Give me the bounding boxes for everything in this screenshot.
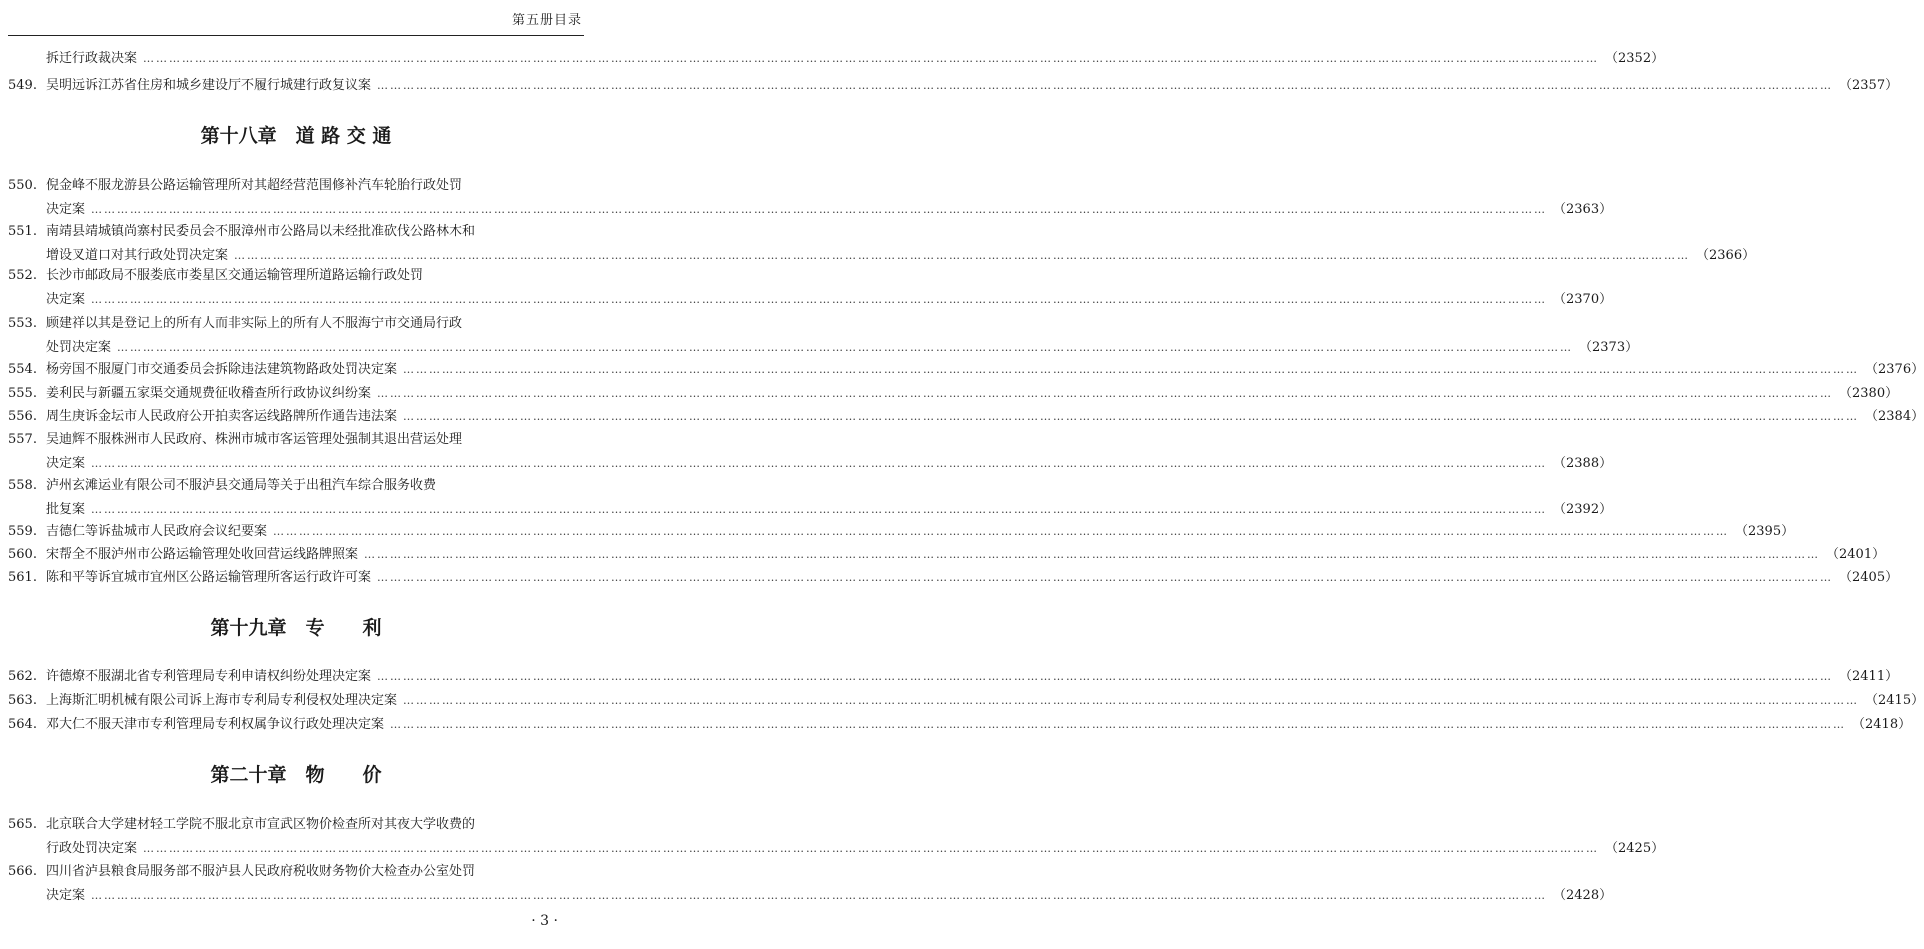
entry-number: 552. (8, 268, 37, 283)
toc-entry[interactable] (0, 358, 1924, 382)
entry-title: 四川省泸县粮食局服务部不服泸县人民政府税收财务物价大检查办公室处罚 (46, 864, 476, 879)
entry-title-cont: 决定案 (46, 888, 86, 903)
entry-title: 南靖县靖城镇尚寨村民委员会不服漳州市公路局以未经批准砍伐公路林木和 (46, 224, 476, 239)
entry-title: 上海斯汇明机械有限公司诉上海市专利局专利侵权处理决定案 (46, 693, 398, 708)
entry-title: 长沙市邮政局不服娄底市娄星区交通运输管理所道路运输行政处罚 (46, 268, 424, 283)
chapter-heading: 第十八章 道 路 交 通 (200, 125, 392, 147)
entry-number: 557. (8, 432, 37, 447)
toc-entry[interactable] (0, 665, 1899, 689)
entry-title: 顾建祥以其是登记上的所有人而非实际上的所有人不服海宁市交通局行政 (46, 316, 463, 331)
entry-number: 556. (8, 409, 37, 424)
toc-entry[interactable] (0, 312, 1639, 360)
entry-number: 549. (8, 78, 37, 93)
dot-leader: ………………………………………………………………………………………………………………………………………………………………………………………………………………………………………………………………………………………………………… (403, 363, 1860, 376)
entry-title-cont: 决定案 (46, 202, 86, 217)
dot-leader: ………………………………………………………………………………………………………………………………………………………………………………………………………………………………………………………………………………………………………… (377, 79, 1834, 92)
dot-leader: ………………………………………………………………………………………………………………………………………………………………………………………………………………………………………………………………………………………………………… (403, 410, 1860, 423)
entry-title-cont: 决定案 (46, 292, 86, 307)
entry-title: 陈和平等诉宜城市宜州区公路运输管理所客运行政许可案 (46, 570, 372, 585)
dot-leader: ………………………………………………………………………………………………………………………………………………………………………………………………………………………………………………………………………………………………………… (234, 249, 1691, 262)
entry-page: （2405） (1839, 570, 1899, 585)
entry-title: 吴迪辉不服株洲市人民政府、株洲市城市客运管理处强制其退出营运处理 (46, 432, 463, 447)
toc-entry[interactable] (0, 566, 1899, 590)
entry-number: 558. (8, 478, 37, 493)
entry-number: 550. (8, 178, 37, 193)
entry-page: （2401） (1826, 547, 1886, 562)
toc-entry[interactable] (0, 382, 1899, 406)
entry-page: （2352） (1605, 51, 1665, 66)
dot-leader: ………………………………………………………………………………………………………………………………………………………………………………………………………………………………………………………………………………………………………… (91, 457, 1548, 470)
dot-leader: ………………………………………………………………………………………………………………………………………………………………………………………………………………………………………………………………………………………………………… (377, 670, 1834, 683)
toc-entry[interactable] (0, 860, 1613, 908)
entry-number: 561. (8, 570, 37, 585)
entry-page: （2384） (1865, 409, 1924, 424)
toc-entry[interactable] (0, 713, 1912, 737)
entry-page: （2428） (1553, 888, 1613, 903)
toc-entry[interactable] (0, 220, 1756, 268)
entry-page: （2373） (1579, 340, 1639, 355)
entry-title-cont: 行政处罚决定案 (46, 841, 138, 856)
dot-leader: ………………………………………………………………………………………………………………………………………………………………………………………………………………………………………………………………………………………………………… (403, 694, 1860, 707)
entry-title: 周生庚诉金坛市人民政府公开拍卖客运线路牌所作通告违法案 (46, 409, 398, 424)
toc-entry[interactable] (0, 264, 1613, 312)
dot-leader: ………………………………………………………………………………………………………………………………………………………………………………………………………………………………………………………………………………………………………… (91, 293, 1548, 306)
entry-title: 邓大仁不服天津市专利管理局专利权属争议行政处理决定案 (46, 717, 385, 732)
toc-entry[interactable] (0, 405, 1924, 429)
entry-page: （2392） (1553, 502, 1613, 517)
entry-number: 560. (8, 547, 37, 562)
entry-title: 宋帮全不服泸州市公路运输管理处收回营运线路牌照案 (46, 547, 359, 562)
entry-page: （2395） (1735, 524, 1795, 539)
entry-page: （2425） (1605, 841, 1665, 856)
dot-leader: ………………………………………………………………………………………………………………………………………………………………………………………………………………………………………………………………………………………………………… (143, 842, 1600, 855)
entry-page: （2411） (1839, 669, 1899, 684)
chapter-heading: 第二十章 物 价 (210, 764, 382, 786)
entry-number: 566. (8, 864, 37, 879)
toc-entry[interactable] (0, 474, 1613, 522)
entry-number: 559. (8, 524, 37, 539)
toc-entry[interactable] (0, 47, 1665, 71)
entry-page: （2366） (1696, 248, 1756, 263)
entry-title: 北京联合大学建材轻工学院不服北京市宣武区物价检查所对其夜大学收费的 (46, 817, 476, 832)
dot-leader: ………………………………………………………………………………………………………………………………………………………………………………………………………………………………………………………………………………………………………… (377, 571, 1834, 584)
dot-leader: ………………………………………………………………………………………………………………………………………………………………………………………………………………………………………………………………………………………………………… (143, 52, 1600, 65)
running-header: 第五册目录 (511, 13, 582, 28)
page-number: · 3 · (531, 913, 558, 929)
entry-number: 555. (8, 386, 37, 401)
entry-number: 551. (8, 224, 37, 239)
entry-page: （2357） (1839, 78, 1899, 93)
entry-title: 拆迁行政裁决案 (46, 51, 138, 66)
dot-leader: ………………………………………………………………………………………………………………………………………………………………………………………………………………………………………………………………………………………………………… (273, 525, 1730, 538)
entry-title: 泸州玄滩运业有限公司不服泸县交通局等关于出租汽车综合服务收费 (46, 478, 437, 493)
entry-number: 554. (8, 362, 37, 377)
chapter-heading: 第十九章 专 利 (210, 617, 382, 639)
entry-title: 吉德仁等诉盐城市人民政府会议纪要案 (46, 524, 268, 539)
entry-page: （2415） (1865, 693, 1924, 708)
entry-page: （2418） (1852, 717, 1912, 732)
toc-entry[interactable] (0, 543, 1886, 567)
dot-leader: ………………………………………………………………………………………………………………………………………………………………………………………………………………………………………………………………………………………………………… (390, 718, 1847, 731)
entry-number: 553. (8, 316, 37, 331)
dot-leader: ………………………………………………………………………………………………………………………………………………………………………………………………………………………………………………………………………………………………………… (364, 548, 1821, 561)
toc-entry[interactable] (0, 174, 1613, 222)
dot-leader: ………………………………………………………………………………………………………………………………………………………………………………………………………………………………………………………………………………………………………… (91, 889, 1548, 902)
entry-page: （2380） (1839, 386, 1899, 401)
entry-number: 562. (8, 669, 37, 684)
entry-title: 杨旁国不服厦门市交通委员会拆除违法建筑物路政处罚决定案 (46, 362, 398, 377)
entry-number: 563. (8, 693, 37, 708)
entry-page: （2363） (1553, 202, 1613, 217)
entry-page: （2376） (1865, 362, 1924, 377)
entry-number: 564. (8, 717, 37, 732)
entry-title: 许德燎不服湖北省专利管理局专利申请权纠纷处理决定案 (46, 669, 372, 684)
entry-title-cont: 决定案 (46, 456, 86, 471)
toc-entry[interactable] (0, 689, 1924, 713)
dot-leader: ………………………………………………………………………………………………………………………………………………………………………………………………………………………………………………………………………………………………………… (91, 203, 1548, 216)
toc-entry[interactable] (0, 520, 1795, 544)
entry-title-cont: 增设叉道口对其行政处罚决定案 (46, 248, 229, 263)
entry-title-cont: 处罚决定案 (46, 340, 112, 355)
dot-leader: ………………………………………………………………………………………………………………………………………………………………………………………………………………………………………………………………………………………………………… (117, 341, 1574, 354)
toc-entry[interactable] (0, 813, 1665, 861)
toc-entry[interactable] (0, 428, 1613, 476)
entry-title-cont: 批复案 (46, 502, 86, 517)
toc-entry[interactable] (0, 74, 1899, 98)
entry-title: 倪金峰不服龙游县公路运输管理所对其超经营范围修补汽车轮胎行政处罚 (46, 178, 463, 193)
dot-leader: ………………………………………………………………………………………………………………………………………………………………………………………………………………………………………………………………………………………………………… (377, 387, 1834, 400)
entry-title: 姜利民与新疆五家渠交通规费征收稽查所行政协议纠纷案 (46, 386, 372, 401)
dot-leader: ………………………………………………………………………………………………………………………………………………………………………………………………………………………………………………………………………………………………………… (91, 503, 1548, 516)
entry-title: 吴明远诉江苏省住房和城乡建设厅不履行城建行政复议案 (46, 78, 372, 93)
entry-number: 565. (8, 817, 37, 832)
entry-page: （2388） (1553, 456, 1613, 471)
entry-page: （2370） (1553, 292, 1613, 307)
